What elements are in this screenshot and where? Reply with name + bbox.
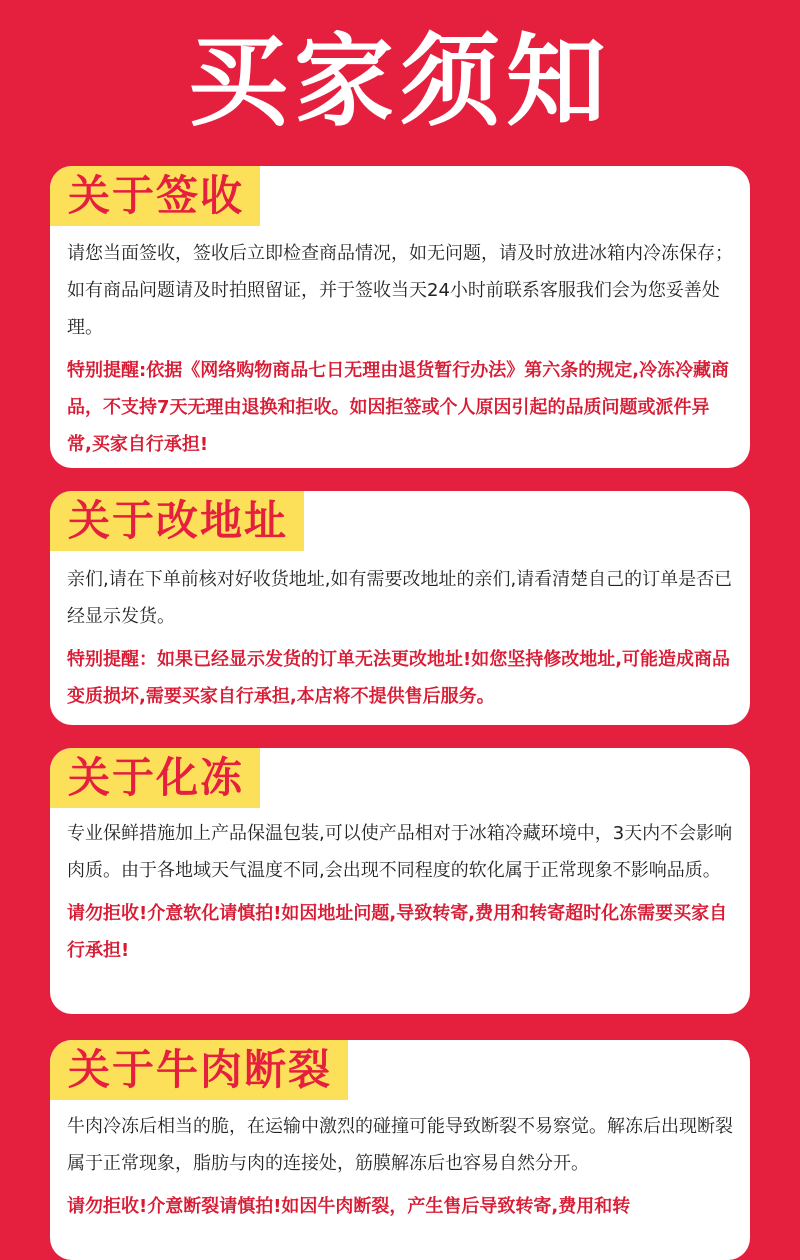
section-card-thawing — [50, 748, 750, 1014]
section-title: 关于改地址 — [50, 491, 304, 551]
section-card-signing — [50, 166, 750, 468]
section-text: 亲们,请在下单前核对好收货地址,如有需要改地址的亲们,请看清楚自己的订单是否已经显示发货。 — [67, 569, 733, 627]
section-card-beef-breakage — [50, 1040, 750, 1260]
section-body — [67, 561, 734, 715]
section-text: 牛肉冷冻后相当的脆，在运输中激烈的碰撞可能导致断裂不易察觉。解冻后出现断裂属于正常现象，脂肪与肉的连接处，筋膜解冻后也容易自然分开。 — [67, 1116, 733, 1174]
section-warning: 特别提醒:依据《网络购物商品七日无理由退货暂行办法》第六条的规定,冷冻冷藏商品，不支持7天无理由退换和拒收。如因拒签或个人原因引起的品质问题或派件异常,买家自行承担! — [67, 360, 730, 455]
section-text: 请您当面签收，签收后立即检查商品情况，如无问题，请及时放进冰箱内冷冻保存；如有商品问题请及时拍照留证，并于签收当天24小时前联系客服我们会为您妥善处理。 — [67, 243, 733, 338]
section-warning: 请勿拒收!介意软化请慎拍!如因地址问题,导致转寄,费用和转寄超时化冻需要买家自行承担! — [67, 903, 728, 961]
section-body — [67, 815, 734, 969]
section-body — [67, 235, 734, 463]
section-body — [67, 1108, 734, 1225]
section-warning: 特别提醒：如果已经显示发货的订单无法更改地址!如您坚持修改地址,可能造成商品变质损坏,需要买家自行承担,本店将不提供售后服务。 — [67, 649, 731, 707]
section-text: 专业保鲜措施加上产品保温包装,可以使产品相对于冰箱冷藏环境中，3天内不会影响肉质。由于各地域天气温度不同,会出现不同程度的软化属于正常现象不影响品质。 — [67, 823, 733, 881]
section-title: 关于签收 — [50, 166, 260, 226]
section-card-address-change — [50, 491, 750, 725]
page-title: 买家须知 — [188, 23, 612, 140]
section-title: 关于化冻 — [50, 748, 260, 808]
section-title: 关于牛肉断裂 — [50, 1040, 348, 1100]
section-warning: 请勿拒收!介意断裂请慎拍!如因牛肉断裂，产生售后导致转寄,费用和转 — [67, 1196, 631, 1217]
